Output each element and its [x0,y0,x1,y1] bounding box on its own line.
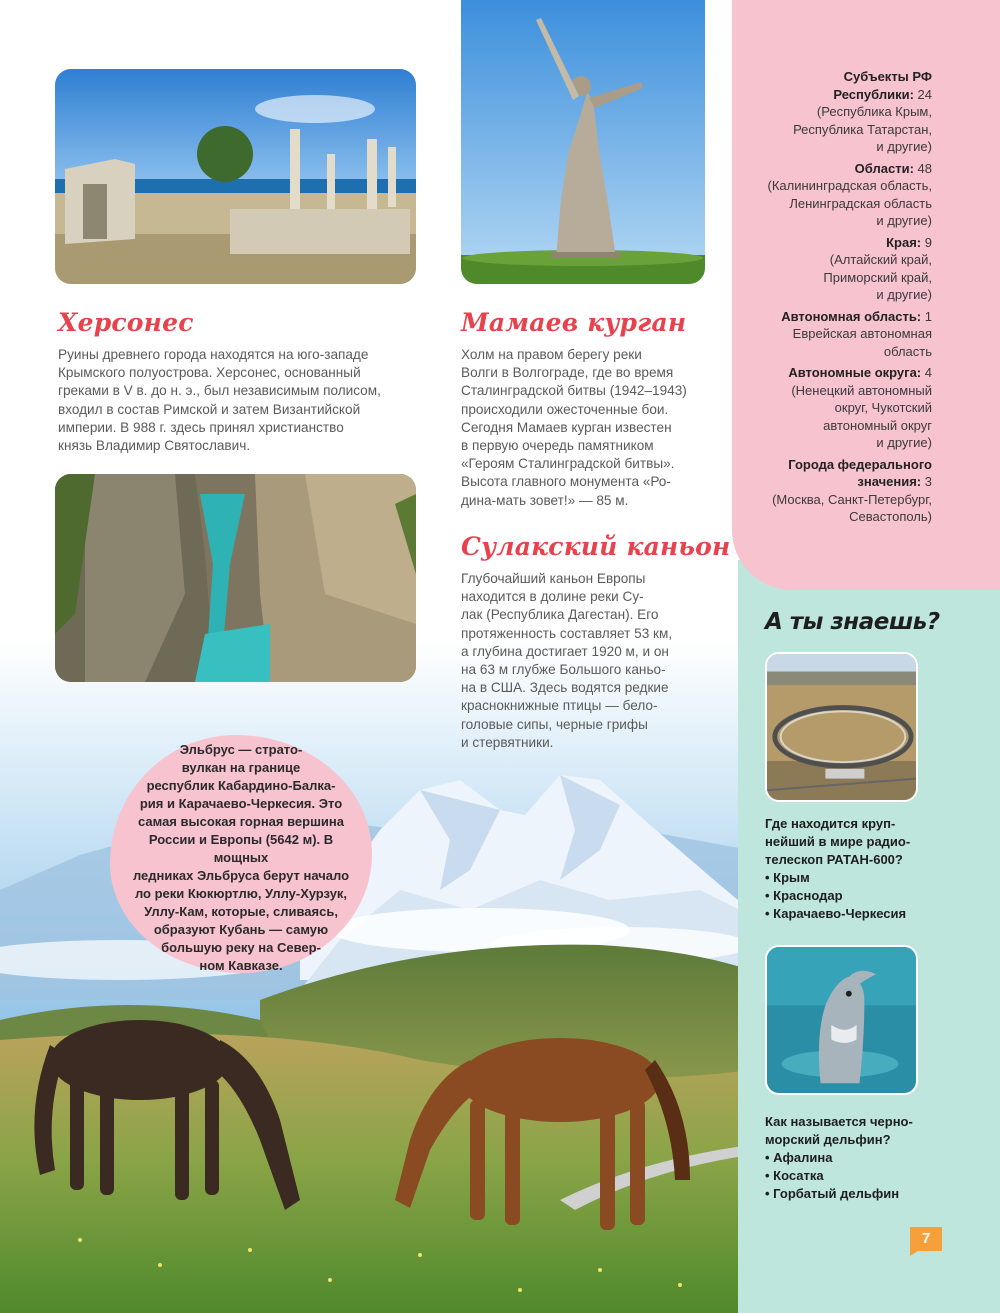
federal-krais: Края: 9 (Алтайский край, Приморский край, и другие) [823,234,932,302]
federal-subjects-panel [732,0,1000,590]
federal-autonomous-oblast: Автономная область: 1 Еврейская автономная область [781,308,932,359]
quiz-option: • Афалина [765,1149,985,1167]
federal-heading: Субъекты РФ [843,69,932,84]
chersonesus-ruins-photo [55,69,416,284]
federal-autonomous-okrugs: Автономные округа: 4 (Ненецкий автономный округ, Чукотский автономный округ и другие) [788,365,932,450]
chersonesus-title: Херсонес [58,308,194,337]
federal-cities: Города федерального значения: 3 (Москва, Санкт-Петербург, Севастополь) [772,456,932,524]
quiz-question-dolphin: Как называется черно- морский дельфин? • Афалина • Косатка • Горбатый дельфин [765,1113,985,1203]
page-number: 7 [922,1230,931,1247]
quiz-title: А ты знаешь? [765,609,940,635]
sulak-canyon-title: Сулакский каньон [461,532,731,561]
mamaev-kurgan-text: Холм на правом берегу реки Волги в Волгограде, где во время Сталинградской битвы (1942–1943) происходили ожесточенные бои. Сегодня Мамаев курган известен в первую очередь памятником «Героям Сталинградской битвы». Высота главного монумента «Ро- дина-мать зовет!» — 85 м. [461,347,687,508]
motherland-calls-photo [461,0,705,284]
sulak-canyon-text: Глубочайший каньон Европы находится в долине реки Су- лак (Республика Дагестан). Его протяженность составляет 53 км, а глубина достигает 1920 м, и он на 63 м глубже Большого каньо- на в США. Здесь водятся редкие краснокнижные птицы — бело- головые сипы, черные грифы и стервятники. [461,571,673,750]
quiz-option: • Карачаево-Черкесия [765,905,985,923]
mamaev-kurgan-title: Мамаев курган [461,308,687,337]
page-number-badge [908,1225,944,1257]
quiz-option: • Краснодар [765,887,985,905]
sulak-canyon-photo [55,474,416,682]
quiz-question-ratan: Где находится круп- нейший в мире радио- телескоп РАТАН-600? • Крым • Краснодар • Карачаево-Черкесия [765,815,985,923]
quiz-option: • Крым [765,869,985,887]
federal-oblasts: Области: 48 (Калининградская область, Ленинградская область и другие) [767,160,932,228]
dolphin-photo [765,945,918,1095]
elbrus-info-bubble: Эльбрус — страто- вулкан на границе республик Кабардино-Балка- рия и Карачаево-Черкесия. Это самая высокая горная вершина России и Европы (5642 м). В мощных ледниках Эльбруса берут начало ло реки Кюкюртлю, Уллу-Хурзук, Уллу-Кам, которые, сливаясь, образуют Кубань — самую большую реку на Север- ном Кавказе. [110,735,372,973]
quiz-option: • Горбатый дельфин [765,1185,985,1203]
federal-republics: Республики: 24 (Республика Крым, Республика Татарстан, и другие) [793,86,932,154]
quiz-option: • Косатка [765,1167,985,1185]
ratan-600-telescope-photo [765,652,918,802]
chersonesus-text: Руины древнего города находятся на юго-западе Крымского полуострова. Херсонес, основанный греками в V в. до н. э., был независимым полисом, входил в состав Римской и затем Византийской империи. В 988 г. здесь принял христианство князь Владимир Святославич. [58,347,381,454]
